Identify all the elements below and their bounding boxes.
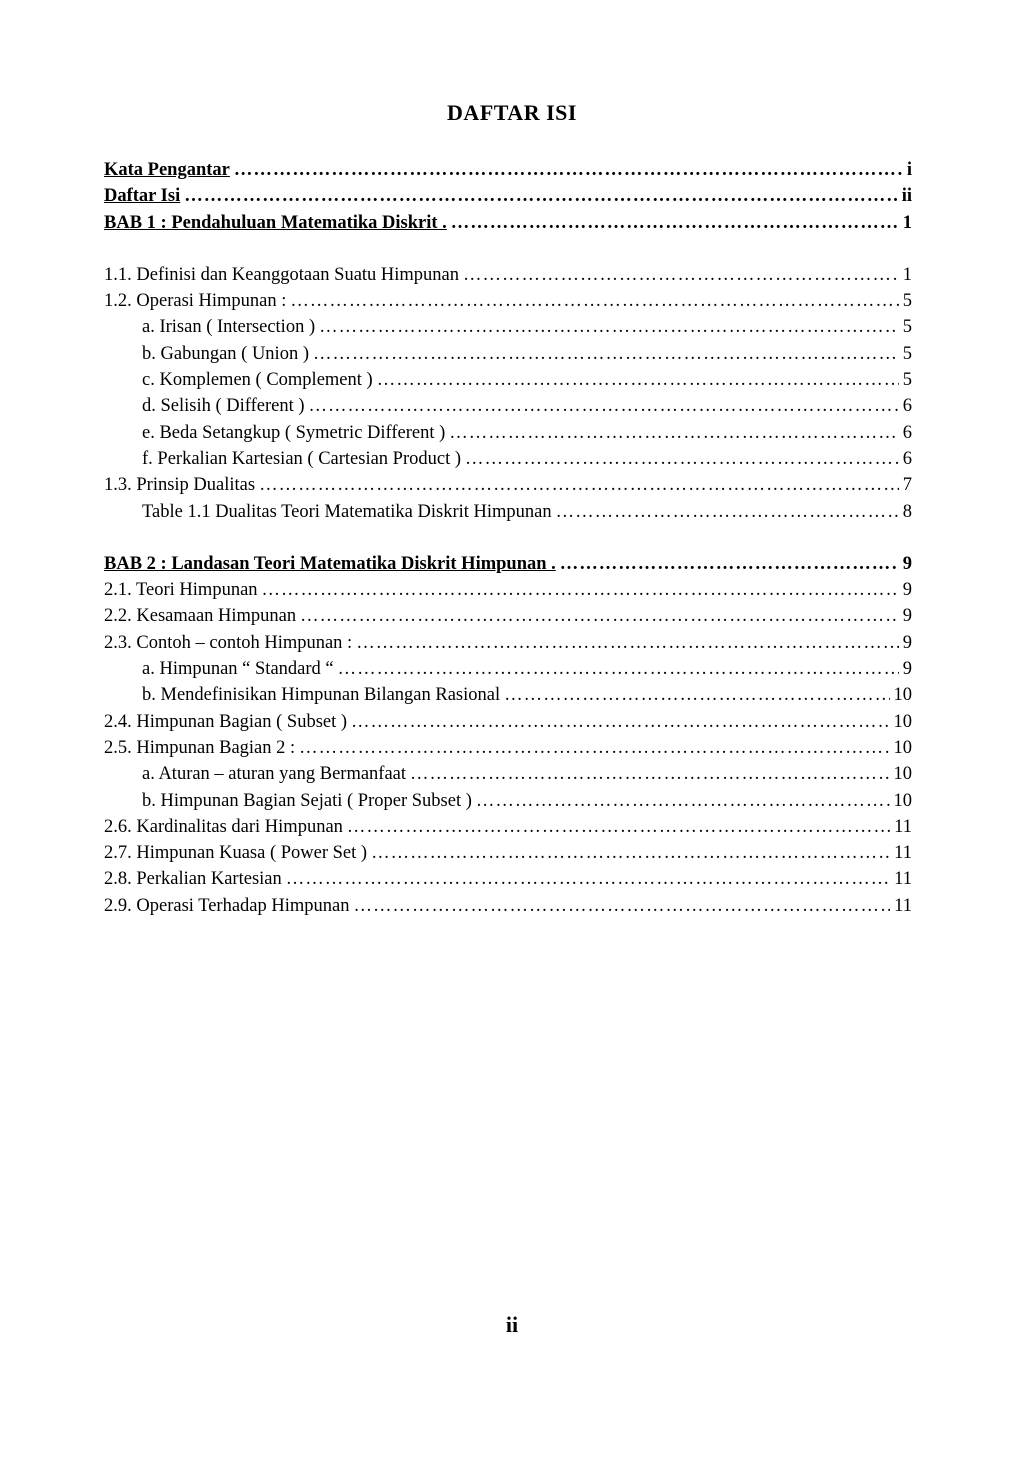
toc-entry[interactable]: [104, 712, 912, 738]
toc-entry[interactable]: [104, 659, 912, 685]
toc-entry-label: f. Perkalian Kartesian ( Cartesian Product ): [142, 448, 462, 469]
toc-entry-label: 1.1. Definisi dan Keanggotaan Suatu Himpunan: [104, 264, 460, 285]
dot-leader: [309, 396, 899, 417]
toc-entry-label: 2.7. Himpunan Kuasa ( Power Set ): [104, 843, 368, 864]
toc-entry[interactable]: [104, 896, 912, 922]
page-number: ii: [505, 1312, 519, 1337]
dot-leader: [262, 580, 899, 601]
toc-entry-page: 6: [902, 396, 912, 417]
toc-entry[interactable]: [104, 738, 912, 764]
toc-entry[interactable]: [104, 580, 912, 606]
toc-entry-label: BAB 1 : Pendahuluan Matematika Diskrit .: [104, 212, 447, 233]
dot-leader: [465, 449, 899, 470]
toc-entry-label: 1.3. Prinsip Dualitas: [104, 475, 256, 496]
toc-entry-label: c. Komplemen ( Complement ): [142, 370, 373, 391]
toc-entry-label: 1.2. Operasi Himpunan :: [104, 291, 287, 312]
toc-entry-daftar-isi[interactable]: [104, 186, 912, 212]
section-gap: [104, 528, 912, 554]
toc-entry-page: 5: [902, 317, 912, 338]
dot-leader: [449, 423, 898, 444]
toc-entry-label: b. Gabungan ( Union ): [142, 343, 309, 364]
dot-leader: [504, 685, 889, 706]
toc-entry-page: i: [906, 160, 912, 180]
toc-entry-label: 2.8. Perkalian Kartesian: [104, 869, 282, 890]
toc-entry-bab-2[interactable]: [104, 554, 912, 580]
toc-entry[interactable]: [104, 423, 912, 449]
dot-leader: [371, 843, 890, 864]
toc-entry[interactable]: [104, 869, 912, 895]
toc-entry-page: 11: [894, 843, 912, 864]
toc-entry-page: 10: [893, 790, 912, 811]
toc-entry-page: 11: [894, 869, 912, 890]
toc-entry-page: 10: [893, 685, 912, 706]
dot-leader: [290, 291, 898, 312]
toc-entry[interactable]: [104, 764, 912, 790]
toc-entry[interactable]: [104, 317, 912, 343]
toc-entry[interactable]: [104, 606, 912, 632]
toc-entry-bab-1[interactable]: [104, 213, 912, 239]
dot-leader: [410, 764, 889, 785]
dot-leader: [560, 554, 899, 575]
toc-entry-page: 5: [902, 291, 912, 312]
bab2-entries: [104, 580, 912, 922]
dot-leader: [377, 370, 899, 391]
dot-leader: [299, 738, 889, 759]
toc-entry-label: a. Irisan ( Intersection ): [142, 317, 316, 338]
toc-entry-label: d. Selisih ( Different ): [142, 396, 305, 417]
toc-entry[interactable]: [104, 291, 912, 317]
toc-entry-label: BAB 2 : Landasan Teori Matematika Diskrit Himpunan .: [104, 553, 556, 574]
toc-entry-label: 2.5. Himpunan Bagian 2 :: [104, 737, 296, 758]
table-of-contents: [104, 160, 912, 922]
dot-leader: [234, 160, 903, 181]
toc-entry-label: b. Mendefinisikan Himpunan Bilangan Rasional: [142, 685, 501, 706]
toc-entry-page: 5: [902, 370, 912, 391]
toc-entry-label: e. Beda Setangkup ( Symetric Different ): [142, 422, 446, 443]
toc-entry-page: ii: [901, 186, 912, 207]
toc-entry-label: a. Himpunan “ Standard “: [142, 659, 334, 680]
dot-leader: [338, 659, 899, 680]
toc-entry-label: 2.1. Teori Himpunan: [104, 580, 258, 601]
toc-entry[interactable]: [104, 843, 912, 869]
toc-entry-page: 5: [902, 343, 912, 364]
toc-entry-page: 11: [894, 816, 912, 837]
toc-entry-label: 2.2. Kesamaan Himpunan: [104, 606, 297, 627]
toc-entry-page: 11: [894, 895, 912, 916]
toc-entry-label: b. Himpunan Bagian Sejati ( Proper Subset ): [142, 790, 472, 811]
dot-leader: [319, 317, 899, 338]
page-title: DAFTAR ISI: [447, 100, 577, 125]
toc-entry[interactable]: [104, 265, 912, 291]
dot-leader: [347, 817, 890, 838]
toc-entry-page: 6: [902, 422, 912, 443]
toc-entry[interactable]: [104, 633, 912, 659]
toc-entry-page: 7: [902, 475, 912, 496]
toc-entry-label: Daftar Isi: [104, 186, 181, 207]
toc-entry[interactable]: [104, 502, 912, 528]
toc-entry-page: 1: [902, 264, 912, 285]
dot-leader: [313, 344, 899, 365]
toc-entry-page: 9: [902, 606, 912, 627]
toc-entry-page: 10: [893, 711, 912, 732]
toc-entry[interactable]: [104, 475, 912, 501]
toc-entry[interactable]: [104, 370, 912, 396]
toc-entry-page: 1: [902, 212, 912, 233]
toc-entry-page: 10: [893, 737, 912, 758]
toc-entry-label: 2.6. Kardinalitas dari Himpunan: [104, 816, 343, 837]
bab1-entries: [104, 265, 912, 528]
dot-leader: [556, 502, 899, 523]
section-gap: [104, 239, 912, 265]
toc-entry-page: 6: [902, 448, 912, 469]
toc-entry[interactable]: [104, 396, 912, 422]
toc-entry-kata-pengantar[interactable]: [104, 160, 912, 186]
toc-entry-label: a. Aturan – aturan yang Bermanfaat: [142, 764, 407, 785]
dot-leader: [351, 712, 889, 733]
toc-entry[interactable]: [104, 817, 912, 843]
dot-leader: [451, 213, 899, 234]
toc-entry-page: 8: [902, 501, 912, 522]
toc-entry-page: 9: [902, 553, 912, 574]
dot-leader: [259, 475, 899, 496]
dot-leader: [300, 606, 899, 627]
dot-leader: [184, 186, 897, 207]
toc-entry-label: 2.3. Contoh – contoh Himpunan :: [104, 632, 353, 653]
dot-leader: [286, 869, 890, 890]
toc-entry-label: 2.9. Operasi Terhadap Himpunan: [104, 895, 350, 916]
dot-leader: [356, 633, 899, 654]
toc-entry[interactable]: [104, 685, 912, 711]
toc-entry[interactable]: [104, 344, 912, 370]
toc-entry-label: 2.4. Himpunan Bagian ( Subset ): [104, 711, 348, 732]
dot-leader: [353, 896, 890, 917]
dot-leader: [476, 791, 890, 812]
toc-entry-label: Table 1.1 Dualitas Teori Matematika Diskrit Himpunan: [142, 501, 552, 522]
toc-entry-page: 9: [902, 659, 912, 680]
toc-entry[interactable]: [104, 791, 912, 817]
toc-entry-page: 10: [893, 764, 912, 785]
toc-entry-page: 9: [902, 580, 912, 601]
toc-entry-page: 9: [902, 632, 912, 653]
dot-leader: [463, 265, 899, 286]
toc-entry[interactable]: [104, 449, 912, 475]
toc-entry-label: Kata Pengantar: [104, 160, 230, 180]
